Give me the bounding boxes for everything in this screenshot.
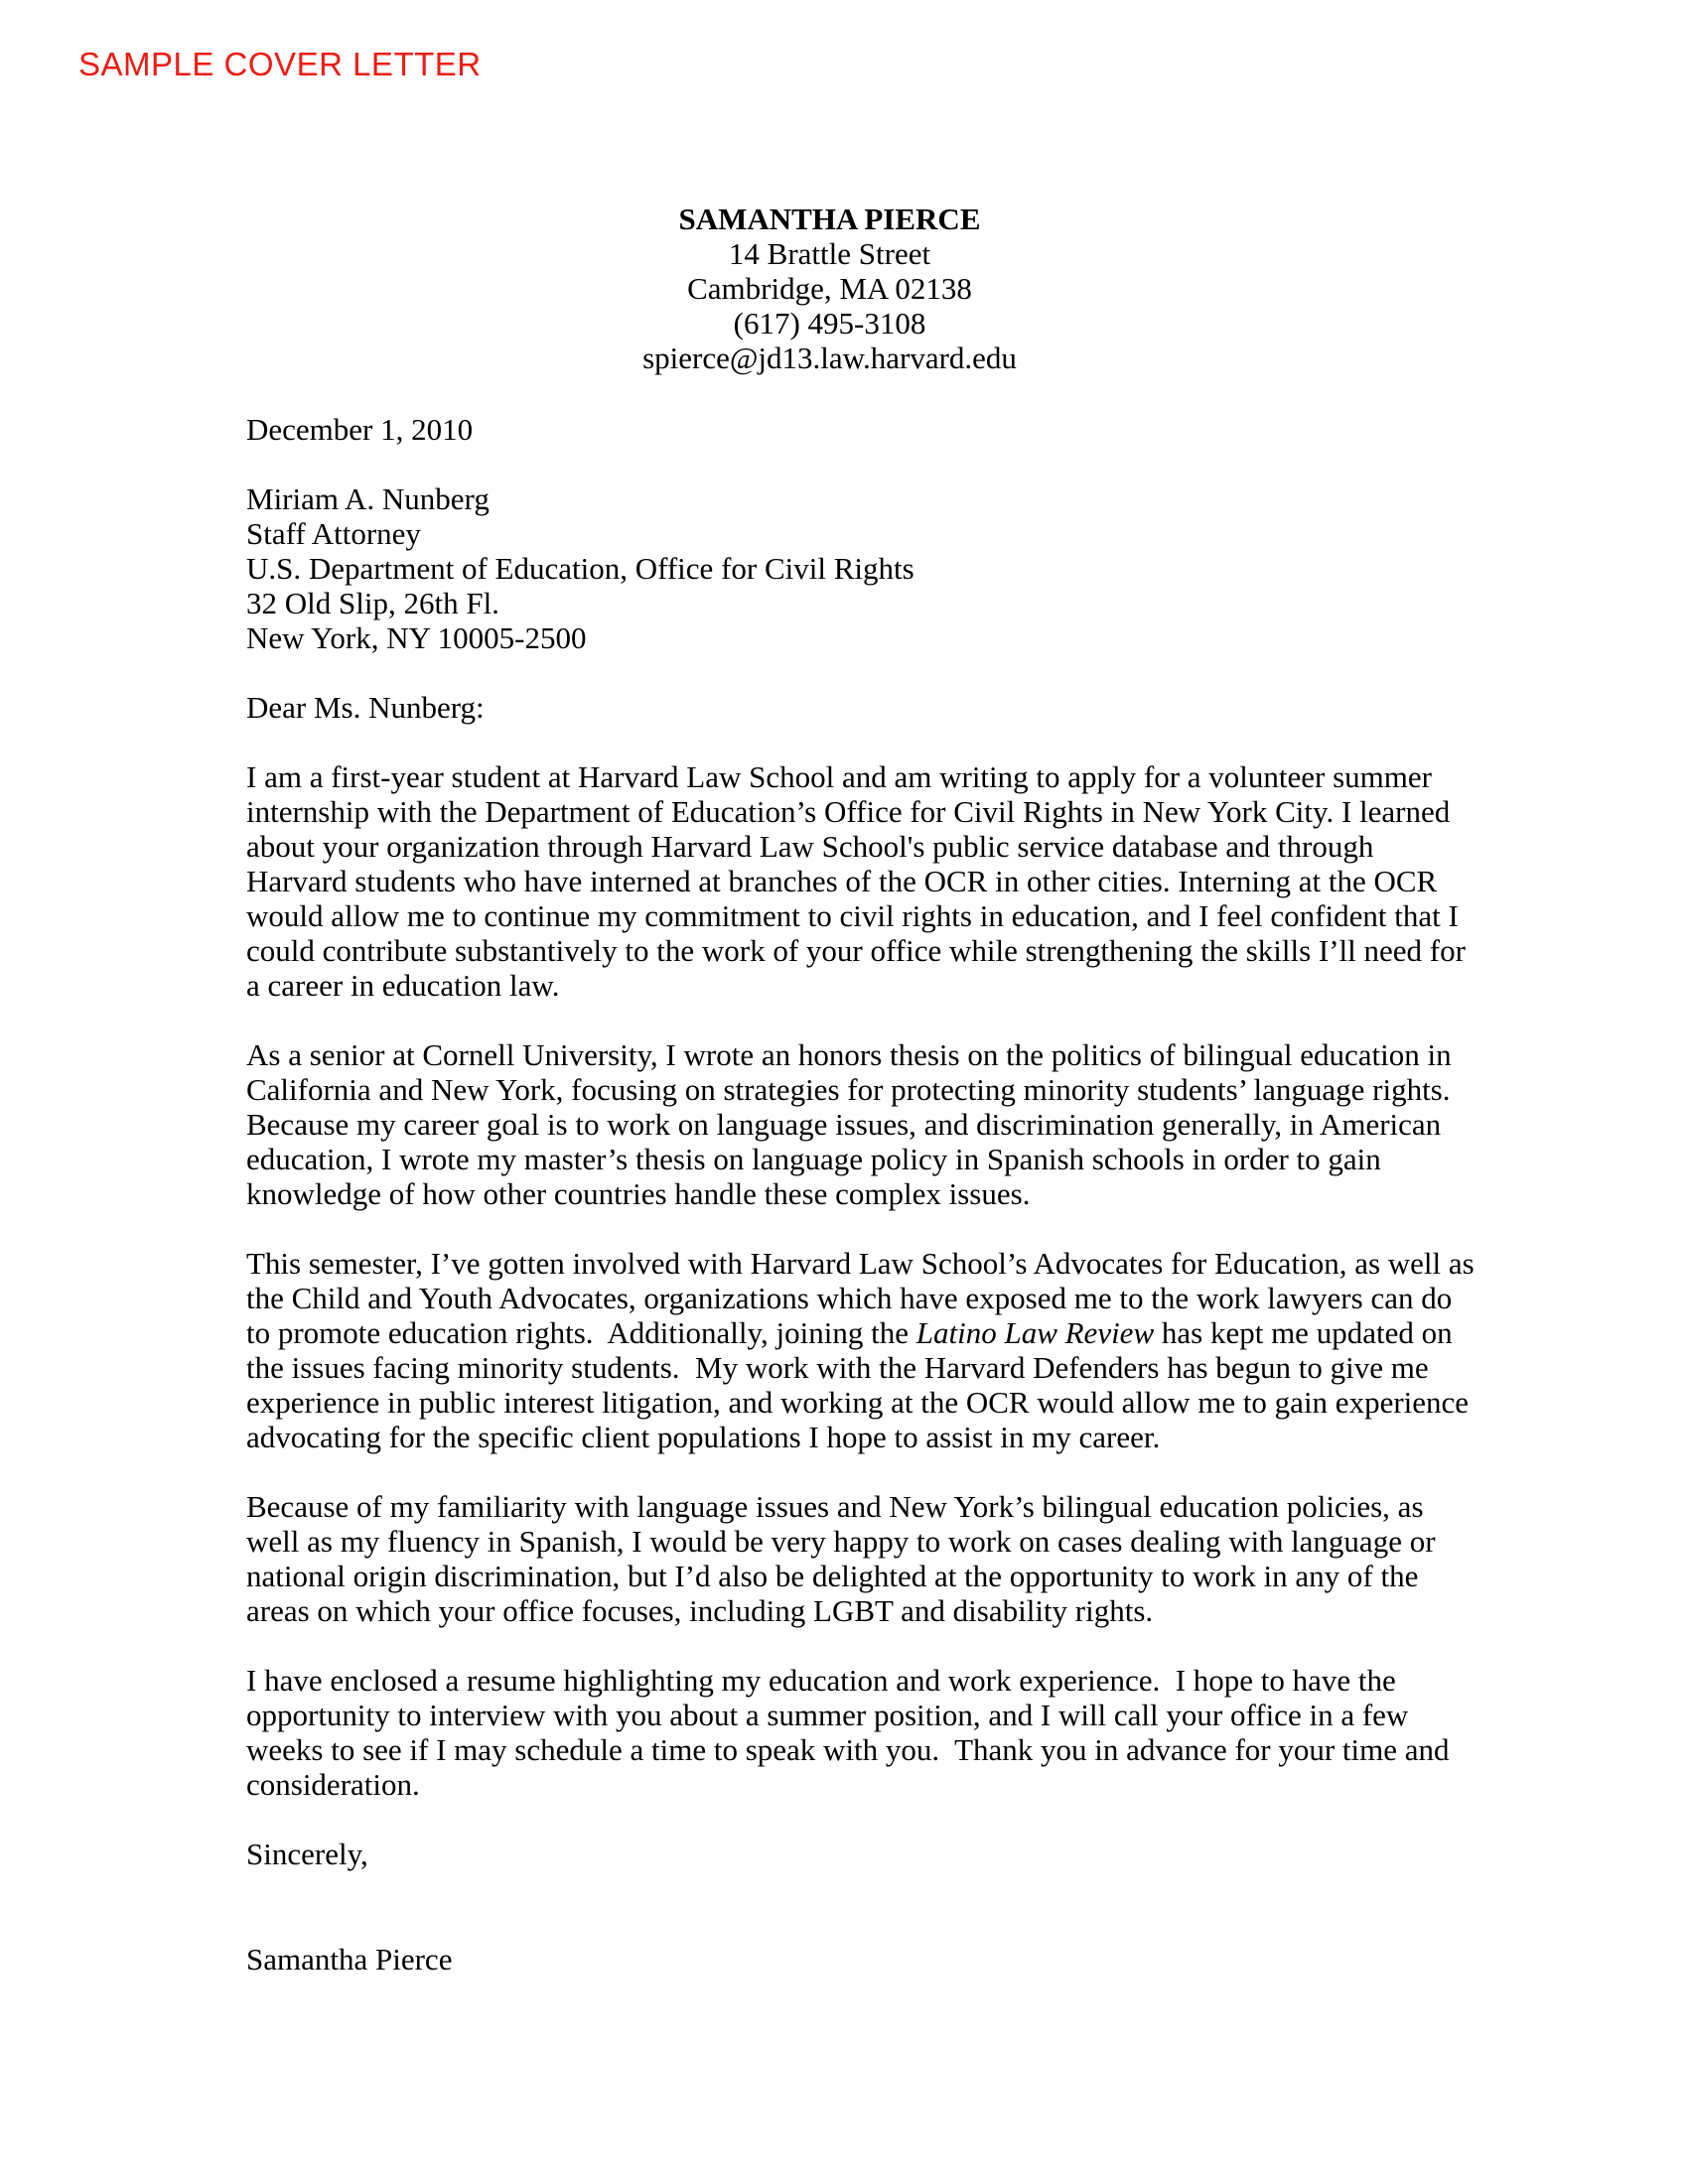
letterhead [246, 202, 1413, 375]
letterhead-address-line2: Cambridge, MA 02138 [687, 271, 972, 306]
body-paragraph-2: As a senior at Cornell University, I wrote an honors thesis on the politics of bilingual education in California and New York, focusing on strategies for protecting minority students’ language rights. Because my career goal is to work on language issues, and discrimination generally, in American education, I wrote my master’s thesis on language policy in Spanish schools in order to gain knowledge of how other countries handle these complex issues. [246, 1037, 1460, 1211]
closing: Sincerely, [246, 1837, 368, 1871]
body-paragraph-3-text: This semester, I’ve gotten involved with Harvard Law School’s Advocates for Education, as well as the Child and Youth Advocates, organizations which have exposed me to the work lawyers can do to promote education rights. Additionally, joining the [246, 1246, 1482, 1350]
recipient-address-line2: New York, NY 10005-2500 [246, 620, 587, 655]
body-paragraph-4: Because of my familiarity with language issues and New York’s bilingual education policies, as well as my fluency in Spanish, I would be very happy to work on cases dealing with language or national origin discrimination, but I’d also be delighted at the opportunity to work in any of the areas on which your office focuses, including LGBT and disability rights. [246, 1489, 1444, 1628]
letterhead-phone: (617) 495-3108 [733, 306, 926, 341]
body-paragraph-1: I am a first-year student at Harvard Law School and am writing to apply for a volunteer summer internship with the Department of Education’s Office for Civil Rights in New York City. I learned about your organization through Harvard Law School's public service database and through Harvard students who have interned at branches of the OCR in other cities. Interning at the OCR would allow me to continue my commitment to civil rights in education, and I feel confident that I could contribute substantively to the work of your office while strengthening the skills I’ll need for a career in education law. [246, 759, 1474, 1003]
recipient-block [246, 481, 1475, 655]
latino-law-review-title: Latino Law Review [915, 1315, 1155, 1350]
body-paragraph-5: I have enclosed a resume highlighting my education and work experience. I hope to have the opportunity to interview with you about a summer position, and I will call your office in a few weeks to see if I may schedule a time to speak with you. Thank you in advance for your time and consideration. [246, 1663, 1458, 1802]
recipient-name: Miriam A. Nunberg [246, 481, 490, 516]
letterhead-address-line1: 14 Brattle Street [728, 236, 931, 271]
recipient-organization: U.S. Department of Education, Office for Civil Rights [246, 551, 914, 586]
letterhead-email: spierce@jd13.law.harvard.edu [642, 341, 1017, 375]
sample-label: SAMPLE COVER LETTER [78, 46, 482, 82]
body-paragraph-3-text-continued: has kept me updated on the issues facing minority students. My work with the Harvard Defenders has begun to give me experience in public interest litigation, and working at the OCR would allow me to gain experience advocating for the specific client populations I hope to assist in my career. [246, 1315, 1477, 1454]
salutation: Dear Ms. Nunberg: [246, 690, 485, 725]
recipient-address-line1: 32 Old Slip, 26th Fl. [246, 586, 499, 620]
signature-name: Samantha Pierce [246, 1942, 453, 1977]
letterhead-name: SAMANTHA PIERCE [678, 202, 981, 236]
recipient-title: Staff Attorney [246, 516, 421, 551]
date-line: December 1, 2010 [246, 412, 474, 447]
body-paragraph-3 [246, 1246, 1482, 1454]
